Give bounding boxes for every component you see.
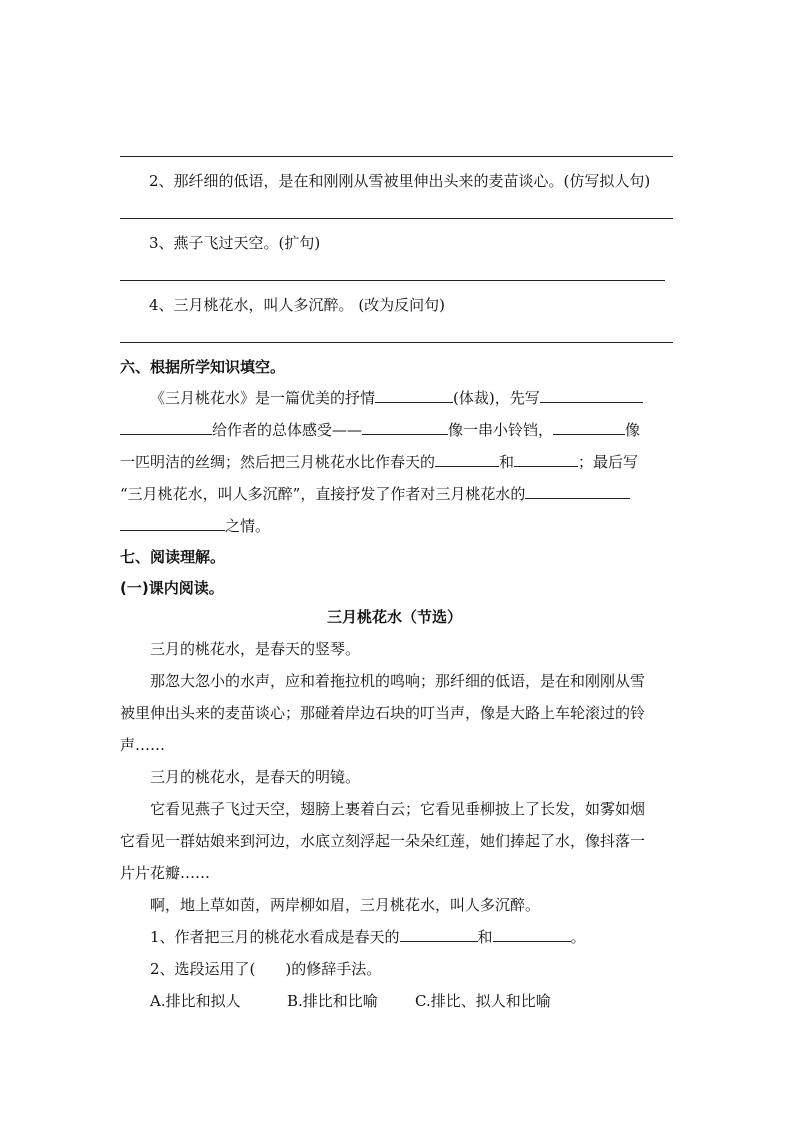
- section-7-subtitle: (一)课内阅读。: [120, 579, 224, 597]
- blank-metaphor-1[interactable]: [435, 452, 499, 467]
- passage-title: 三月桃花水（节选）: [327, 608, 463, 626]
- fill-text: 像一串小铃铛，: [448, 421, 554, 439]
- passage-paragraph-4-line-2: 它看见一群姑娘来到河边，水底立刻浮起一朵朵红莲，她们捧起了水，像抖落一: [120, 832, 646, 850]
- blank-emotion-cont[interactable]: [120, 516, 225, 531]
- fill-text: 《三月桃花水》是一篇优美的抒情: [150, 389, 376, 407]
- option-c[interactable]: C.排比、拟人和比喻: [415, 992, 551, 1010]
- blank-answer-2[interactable]: [493, 927, 571, 942]
- blank-sound[interactable]: [362, 420, 448, 435]
- reading-question-2: 2、选段运用了( )的修辞手法。: [150, 960, 382, 978]
- fill-line-4: [120, 483, 673, 504]
- answer-line-4: [120, 342, 673, 343]
- blank-feeling[interactable]: [120, 420, 212, 435]
- fill-text: 像: [625, 421, 641, 439]
- blank-genre[interactable]: [375, 388, 453, 403]
- option-b[interactable]: B.排比和比喻: [287, 992, 378, 1010]
- reading-question-1: [150, 926, 586, 947]
- fill-text: 和: [499, 453, 515, 471]
- passage-paragraph-1: 三月的桃花水，是春天的竖琴。: [150, 640, 361, 658]
- passage-paragraph-5: 啊，地上草如茵，两岸柳如眉，三月桃花水，叫人多沉醉。: [150, 896, 541, 914]
- fill-text: “三月桃花水，叫人多沉醉”，直接抒发了作者对三月桃花水的: [120, 485, 526, 503]
- question-5-3: 3、燕子飞过天空。(扩句): [149, 234, 321, 252]
- fill-text: ；最后写: [578, 453, 639, 471]
- section-6-title: 六、根据所学知识填空。: [120, 358, 286, 376]
- fill-text: 之情。: [225, 517, 271, 535]
- answer-line-3: [120, 280, 665, 281]
- question-5-2: 2、那纤细的低语，是在和刚刚从雪被里伸出头来的麦苗谈心。(仿写拟人句): [149, 172, 651, 190]
- passage-paragraph-2-line-3: 声……: [120, 736, 166, 754]
- fill-line-3: [120, 451, 673, 472]
- fill-line-1: [120, 387, 673, 408]
- fill-text: (体裁)，先写: [453, 389, 540, 407]
- blank-emotion[interactable]: [525, 484, 630, 499]
- answer-line-1: [120, 156, 673, 157]
- blank-first[interactable]: [540, 388, 643, 403]
- section-7-title: 七、阅读理解。: [120, 548, 226, 566]
- question-text: 和: [477, 928, 493, 946]
- passage-paragraph-4-line-1: 它看见燕子飞过天空，翅膀上裹着白云；它看见垂柳披上了长发，如雾如烟: [150, 800, 646, 818]
- blank-like[interactable]: [553, 420, 625, 435]
- option-a[interactable]: A.排比和拟人: [150, 992, 241, 1010]
- question-text: 。: [570, 928, 586, 946]
- passage-paragraph-2-line-1: 那忽大忽小的水声，应和着拖拉机的鸣响；那纤细的低语，是在和刚刚从雪: [150, 672, 646, 690]
- fill-line-2: [120, 419, 673, 440]
- blank-metaphor-2[interactable]: [514, 452, 578, 467]
- passage-paragraph-3: 三月的桃花水，是春天的明镜。: [150, 768, 361, 786]
- blank-answer-1[interactable]: [400, 927, 478, 942]
- passage-paragraph-4-line-3: 片片花瓣……: [120, 864, 211, 882]
- fill-text: 一匹明洁的丝绸；然后把三月桃花水比作春天的: [120, 453, 436, 471]
- question-text: 1、作者把三月的桃花水看成是春天的: [150, 928, 400, 946]
- fill-line-5: [120, 515, 673, 536]
- question-5-4: 4、三月桃花水，叫人多沉醉。 (改为反问句): [149, 296, 446, 314]
- fill-text: 给作者的总体感受——: [212, 421, 363, 439]
- answer-line-2: [120, 218, 673, 219]
- passage-paragraph-2-line-2: 被里伸出头来的麦苗谈心；那碰着岸边石块的叮当声，像是大路上车轮滚过的铃: [120, 704, 646, 722]
